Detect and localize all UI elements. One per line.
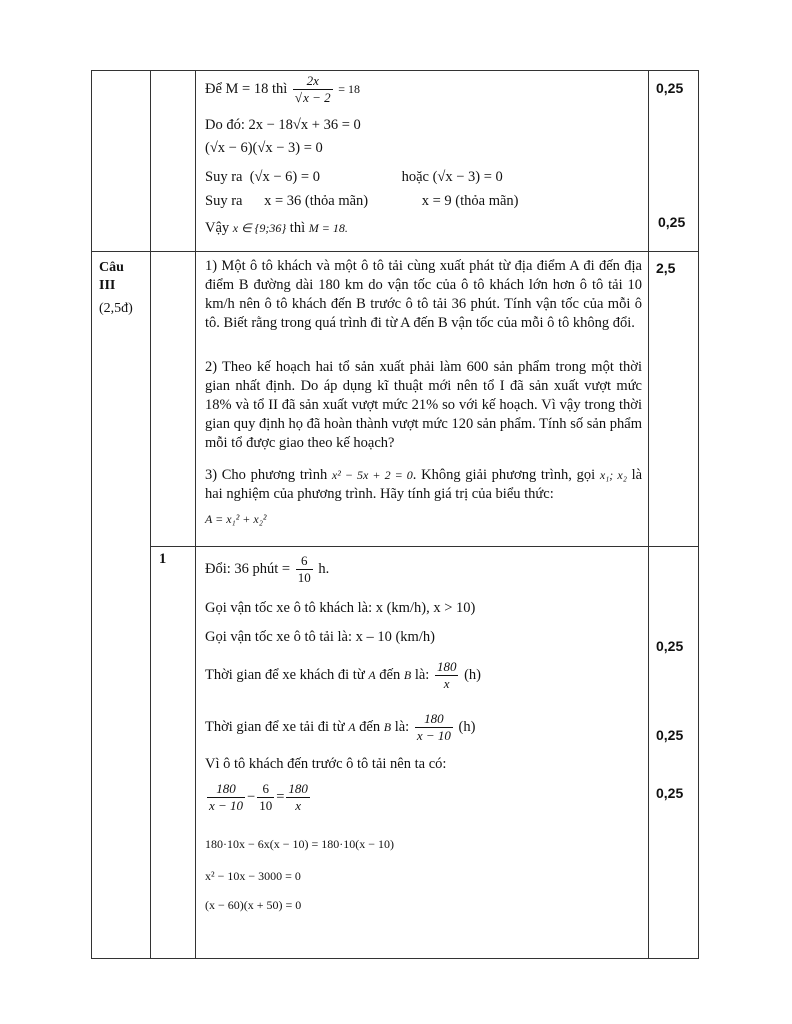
problem-2: 2) Theo kế hoạch hai tổ sản xuất phải làm 600 sản phẩm trong một thời gian nhất định. Do áp dụng kĩ thuật mới nên tổ I đã sản xuất vượt mức 18% và tổ II đã sản xuất vượt mức 21% so với kế hoạch. Vì vậy trong thời gian quy định họ đã hoàn thành vượt mức 120 sản phẩm. Tính số sản phẩm mỗi tổ được giao theo kế hoạch? bbox=[205, 359, 642, 451]
score: 2,5 bbox=[656, 260, 676, 276]
content-cell bbox=[196, 71, 649, 252]
table-row bbox=[92, 252, 699, 547]
content-cell bbox=[196, 547, 649, 959]
text: Đổi: 36 phút = bbox=[205, 560, 291, 577]
problem-3 bbox=[205, 466, 642, 529]
text: Vậy bbox=[205, 220, 230, 236]
numerator: 180 bbox=[216, 781, 236, 796]
text: Suy ra bbox=[205, 193, 243, 209]
text: x = 36 (thỏa mãn) bbox=[264, 193, 369, 209]
table-row bbox=[92, 71, 699, 252]
equation: (√x − 6) = 0 bbox=[249, 169, 320, 185]
text: Thời gian để xe khách đi từ bbox=[205, 666, 365, 683]
den-rest: − 2 bbox=[312, 90, 331, 105]
content-cell bbox=[196, 252, 649, 547]
text: x = 9 (thỏa mãn) bbox=[421, 193, 519, 209]
fraction bbox=[207, 781, 245, 814]
question-cell bbox=[92, 252, 151, 959]
radicand: x bbox=[303, 90, 309, 105]
text: đến bbox=[359, 718, 381, 735]
equation: x ∈ {9;36} bbox=[232, 221, 287, 235]
question-cell bbox=[92, 71, 151, 252]
numerator: 6 bbox=[301, 553, 308, 568]
text: Suy ra bbox=[205, 169, 243, 185]
equation: x₁; x₂ bbox=[599, 468, 627, 482]
answer-table bbox=[91, 70, 699, 959]
solution-line: x² − 10x − 3000 = 0 bbox=[205, 869, 301, 883]
text: Câu bbox=[99, 260, 124, 275]
fraction bbox=[286, 781, 310, 814]
denominator: √x − 2 bbox=[294, 90, 331, 105]
numerator: 2x bbox=[306, 73, 319, 88]
solution-line bbox=[205, 711, 475, 744]
denominator: x bbox=[286, 797, 310, 814]
text: h. bbox=[318, 560, 330, 577]
solution-line: Do đó: 2x − 18√x + 36 = 0 bbox=[205, 117, 361, 133]
solution-line bbox=[205, 659, 481, 692]
point-label: B bbox=[403, 667, 412, 682]
solution-line: $\frac{180}{x - 10}$ − $\frac{6}{10}$ = $\frac{180}{x}$ bbox=[209, 781, 308, 813]
numerator: 6 bbox=[262, 781, 269, 796]
equation: A = x₁² + x₂² bbox=[205, 512, 267, 526]
fraction bbox=[415, 711, 453, 744]
fraction bbox=[296, 553, 313, 586]
score-cell bbox=[649, 71, 699, 252]
numerator: 180 bbox=[288, 781, 308, 796]
point-label: A bbox=[348, 719, 356, 734]
denominator: x − 10 bbox=[416, 728, 451, 743]
text: là: bbox=[394, 718, 410, 735]
numerator: 180 bbox=[424, 711, 444, 726]
solution-line bbox=[205, 192, 519, 210]
text: đến bbox=[379, 666, 401, 683]
solution-line: Gọi vận tốc xe ô tô khách là: x (km/h), x > 10) bbox=[205, 600, 476, 616]
part-cell bbox=[151, 71, 196, 252]
text: . Không giải phương trình, gọi bbox=[412, 467, 596, 483]
solution-line: Vì ô tô khách đến trước ô tô tải nên ta có: bbox=[205, 756, 447, 772]
text: thì bbox=[289, 220, 306, 236]
solution-line: (√x − 6)(√x − 3) = 0 bbox=[205, 140, 323, 156]
point-label: B bbox=[383, 719, 392, 734]
solution-line: (x − 60)(x + 50) = 0 bbox=[205, 898, 302, 912]
denominator: 10 bbox=[297, 570, 311, 585]
score: 0,25 bbox=[656, 727, 684, 743]
problem-1: 1) Một ô tô khách và một ô tô tải cùng xuất phát từ địa điểm A đi đến địa điểm B đường dài 180 km do vận tốc của ô tô khách lớn hơn ô tô tải 10 km/h nên ô tô khách đến B trước ô tô tải 36 phút. Tính vận tốc của mỗi ô tô. Biết rằng trong quá trình đi từ A đến B vận tốc của mỗi ô tô không đổi. bbox=[205, 258, 642, 331]
text: III bbox=[99, 278, 116, 293]
part-cell bbox=[151, 547, 196, 959]
question-points: (2,5đ) bbox=[99, 301, 133, 316]
solution-line bbox=[205, 553, 329, 586]
score-cell bbox=[649, 547, 699, 959]
solution-line: Gọi vận tốc xe ô tô tải là: x – 10 (km/h) bbox=[205, 629, 435, 645]
table-row bbox=[92, 547, 699, 959]
score: 0,25 bbox=[656, 638, 684, 654]
rhs: = 18 bbox=[338, 81, 361, 96]
text: là hai nghiệm của phương trình. Hãy tính giá trị của biểu thức: bbox=[205, 467, 643, 502]
solution-line bbox=[205, 219, 348, 237]
numerator: 180 bbox=[436, 659, 457, 674]
text: là: bbox=[414, 666, 430, 683]
question-number bbox=[99, 259, 124, 295]
part-cell bbox=[151, 252, 196, 547]
denominator: 10 bbox=[259, 798, 273, 813]
solution-line bbox=[205, 73, 360, 106]
text: Thời gian để xe tải đi từ bbox=[205, 718, 345, 735]
part-number: 1 bbox=[159, 551, 167, 567]
score: 0,25 bbox=[656, 785, 684, 801]
equation: (√x − 3) = 0 bbox=[432, 169, 503, 185]
fraction bbox=[435, 659, 459, 692]
fraction bbox=[293, 73, 333, 106]
score: 0,25 bbox=[656, 80, 684, 96]
text: Để M = 18 thì bbox=[205, 80, 288, 97]
fraction bbox=[257, 781, 274, 814]
score: 0,25 bbox=[658, 214, 686, 230]
solution-line: 180·10x − 6x(x − 10) = 180·10(x − 10) bbox=[205, 837, 395, 851]
text: (h) bbox=[458, 718, 476, 735]
solution-line bbox=[205, 168, 503, 186]
text: (h) bbox=[464, 666, 481, 683]
denominator: x − 10 bbox=[209, 798, 244, 813]
equation: x² − 5x + 2 = 0 bbox=[331, 468, 413, 482]
text: 3) Cho phương trình bbox=[205, 467, 328, 483]
equation: M = 18. bbox=[308, 221, 348, 235]
text: hoặc bbox=[401, 169, 429, 185]
point-label: A bbox=[368, 667, 376, 682]
score-cell bbox=[649, 252, 699, 547]
denominator: x bbox=[435, 675, 459, 692]
